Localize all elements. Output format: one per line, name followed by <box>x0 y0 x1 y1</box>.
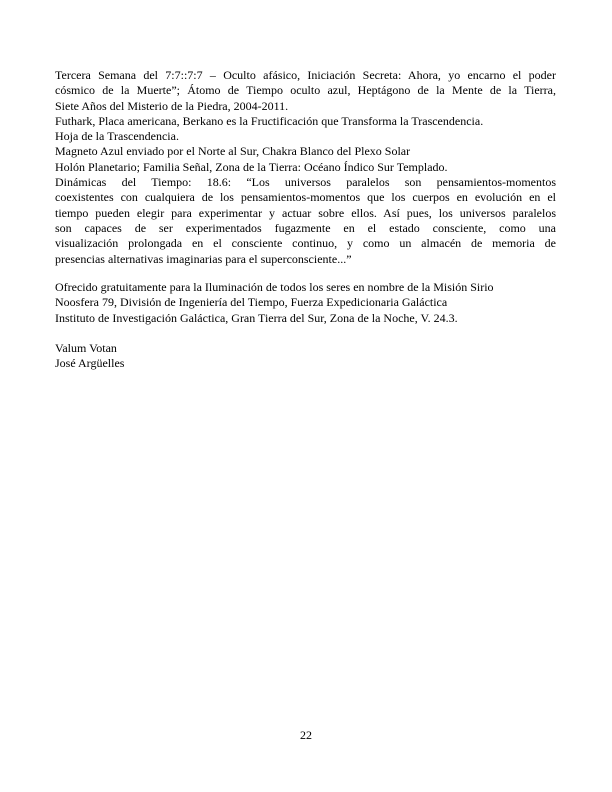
text-line: Noosfera 79, División de Ingeniería del Tiempo, Fuerza Expedicionaria Galáctica <box>55 295 448 310</box>
signature-name: Valum Votan <box>55 341 117 355</box>
text-line: son capaces de ser experimentados fugazmente en el estado consciente, como una <box>55 220 556 235</box>
text-line: Instituto de Investigación Galáctica, Gran Tierra del Sur, Zona de la Noche, V. 24.3. <box>55 310 458 325</box>
text-line: Dinámicas del Tiempo: 18.6: “Los universos paralelos son pensamientos-momentos <box>55 175 556 190</box>
text-line: Futhark, Placa americana, Berkano es la Fructificación que Transforma la Trascendencia. <box>55 113 484 128</box>
text-line: Hoja de la Trascendencia. <box>55 129 179 144</box>
signature-block <box>55 341 556 372</box>
text-line: Ofrecido gratuitamente para la Iluminación de todos los seres en nombre de la Misión Sirio <box>55 280 494 294</box>
main-paragraph <box>55 68 556 267</box>
page-number: 22 <box>300 728 312 742</box>
text-line: presencias alternativas imaginarias para el superconsciente...” <box>55 251 352 266</box>
text-line: Tercera Semana del 7:7::7:7 – Oculto afásico, Iniciación Secreta: Ahora, yo encarno el poder <box>55 68 556 82</box>
text-line: tiempo pueden elegir para experimentar y actuar sobre ellos. Así pues, los universos paralelos <box>55 205 556 220</box>
text-line: Holón Planetario; Familia Señal, Zona de la Tierra: Océano Índico Sur Templado. <box>55 159 448 174</box>
signature-name: José Argüelles <box>55 356 125 371</box>
text-line: Magneto Azul enviado por el Norte al Sur, Chakra Blanco del Plexo Solar <box>55 144 411 159</box>
offering-paragraph <box>55 280 556 326</box>
text-line: coexistentes con cualquiera de los pensamientos-momentos que los cuerpos en evolución en el <box>55 190 556 205</box>
text-line: cósmico de la Muerte”; Átomo de Tiempo oculto azul, Heptágono de la Mente de la Tierra, <box>55 83 556 98</box>
text-line: Siete Años del Misterio de la Piedra, 2004-2011. <box>55 98 289 113</box>
text-line: visualización prolongada en el consciente continuo, y como un almacén de memoria de <box>55 236 556 251</box>
